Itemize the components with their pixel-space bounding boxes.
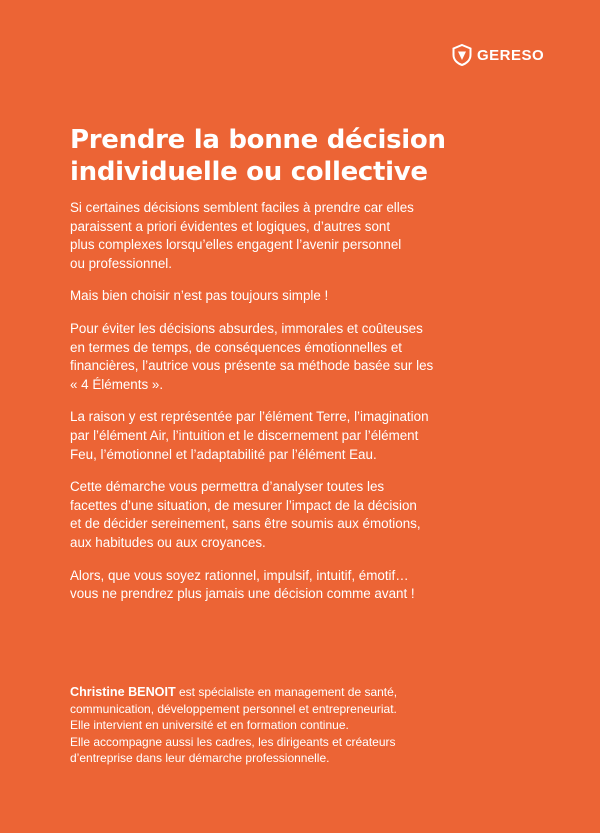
text-line: Si certaines décisions semblent faciles à prendre car elles	[70, 200, 414, 215]
blurb-paragraph	[70, 287, 570, 306]
text-line: Alors, que vous soyez rationnel, impulsif, intuitif, émotif…	[70, 567, 409, 583]
text-line: vous ne prendrez plus jamais une décision comme avant !	[70, 586, 415, 602]
title-line: Prendre la bonne décision	[70, 125, 446, 155]
text-line: financières, l’autrice vous présente sa méthode basée sur les	[70, 358, 434, 374]
text-line: Mais bien choisir n’est pas toujours simple !	[70, 288, 329, 304]
text-line: Feu, l’émotionnel et l’adaptabilité par l’élément Eau.	[70, 446, 377, 462]
blurb-paragraph	[70, 478, 570, 552]
publisher-name: GERESO	[477, 46, 545, 64]
text-line: d’entreprise dans leur démarche professionnelle.	[70, 751, 330, 765]
text-line: paraissent a priori évidentes et logiques, d’autres sont	[70, 218, 391, 234]
shield-logo-icon	[452, 44, 472, 66]
blurb-paragraph	[70, 567, 570, 604]
text-line: par l’élément Air, l’intuition et le discernement par l’élément	[70, 427, 419, 443]
text-line: « 4 Éléments ».	[70, 376, 164, 392]
text-line: Cette démarche vous permettra d’analyser toutes les	[70, 479, 385, 495]
text-line: plus complexes lorsqu’elles engagent l’avenir personnel	[70, 237, 402, 253]
blurb	[70, 199, 570, 618]
text-line: aux habitudes ou aux croyances.	[70, 534, 266, 550]
author-bio-first-line	[70, 684, 570, 701]
text-line: Pour éviter les décisions absurdes, immorales et coûteuses	[70, 320, 423, 336]
text-line: en termes de temps, de conséquences émotionnelles et	[70, 339, 402, 355]
author-bio	[70, 684, 570, 767]
text-line: est spécialiste en management de santé,	[175, 685, 398, 699]
blurb-paragraph	[70, 199, 570, 273]
text-line: ou professionnel.	[70, 255, 172, 271]
blurb-paragraph	[70, 320, 570, 394]
text-line: et de décider sereinement, sans être soumis aux émotions,	[70, 516, 421, 532]
text-line: La raison y est représentée par l’élément Terre, l’imagination	[70, 409, 429, 425]
book-title	[70, 124, 446, 188]
title-line: individuelle ou collective	[70, 157, 428, 187]
author-name: Christine BENOIT	[70, 685, 176, 699]
text-line: Elle intervient en université et en formation continue.	[70, 718, 349, 732]
text-line: Elle accompagne aussi les cadres, les dirigeants et créateurs	[70, 734, 396, 749]
text-line: facettes d’une situation, de mesurer l’impact de la décision	[70, 497, 417, 513]
blurb-paragraph	[70, 408, 570, 464]
text-line: communication, développement personnel et entrepreneuriat.	[70, 701, 397, 716]
publisher-brand	[452, 44, 544, 66]
